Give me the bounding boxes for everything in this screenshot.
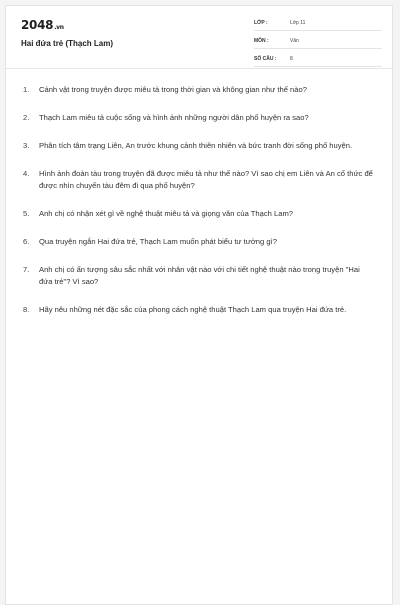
question-item <box>23 84 373 96</box>
question-item <box>23 304 373 316</box>
meta-value-subject: Văn <box>290 38 299 44</box>
meta-value-class: Lớp 11 <box>290 20 306 26</box>
question-text: Hình ảnh đoàn tàu trong truyện đã được miêu tả như thế nào? Vì sao chị em Liên và An cố thức để được nhìn chuyến tàu đêm đi qua phố huyện? <box>39 169 373 190</box>
question-item <box>23 264 373 288</box>
question-number: 6. <box>23 237 30 246</box>
question-item <box>23 168 373 192</box>
question-text: Qua truyện ngắn Hai đứa trẻ, Thạch Lam muốn phát biểu tư tưởng gì? <box>39 237 277 246</box>
meta-row-question-count <box>254 54 382 67</box>
logo-tld: .vn <box>54 24 64 31</box>
meta-label-question-count: SỐ CÂU : <box>254 56 277 62</box>
question-item <box>23 140 373 152</box>
meta-label-class: LỚP : <box>254 20 268 26</box>
meta-label-subject: MÔN : <box>254 38 269 44</box>
question-text: Thạch Lam miêu tả cuộc sống và hình ảnh những người dân phố huyện ra sao? <box>39 113 309 122</box>
document-meta <box>254 18 382 72</box>
question-number: 5. <box>23 209 30 218</box>
question-text: Phân tích tâm trạng Liên, An trước khung cảnh thiên nhiên và bức tranh đời sống phố huyện. <box>39 141 353 150</box>
question-text: Anh chị có ấn tượng sâu sắc nhất với nhân vật nào với chi tiết nghệ thuật nào trong truyện "Hai đứa trẻ"? Vì sao? <box>39 265 360 286</box>
logo-text: 2048 <box>21 18 54 32</box>
question-number: 2. <box>23 113 30 122</box>
worksheet-header <box>6 6 392 69</box>
question-item <box>23 208 373 220</box>
document-title: Hai đứa trẻ (Thạch Lam) <box>21 39 114 48</box>
question-number: 8. <box>23 305 30 314</box>
site-logo[interactable] <box>21 18 64 32</box>
meta-value-question-count: 8 <box>290 56 293 62</box>
question-text: Cảnh vật trong truyện được miêu tả trong thời gian và không gian như thế nào? <box>39 85 307 94</box>
question-item <box>23 236 373 248</box>
question-text: Anh chị có nhận xét gì về nghệ thuật miêu tả và giọng văn của Thạch Lam? <box>39 209 293 218</box>
question-number: 7. <box>23 265 30 274</box>
meta-row-subject <box>254 36 382 49</box>
meta-row-class <box>254 18 382 31</box>
question-number: 3. <box>23 141 30 150</box>
question-item <box>23 112 373 124</box>
question-number: 4. <box>23 169 30 178</box>
question-text: Hãy nêu những nét đặc sắc của phong cách nghệ thuật Thạch Lam qua truyện Hai đứa trẻ. <box>39 305 347 314</box>
question-number: 1. <box>23 85 30 94</box>
worksheet <box>5 5 393 605</box>
question-list <box>23 84 373 332</box>
